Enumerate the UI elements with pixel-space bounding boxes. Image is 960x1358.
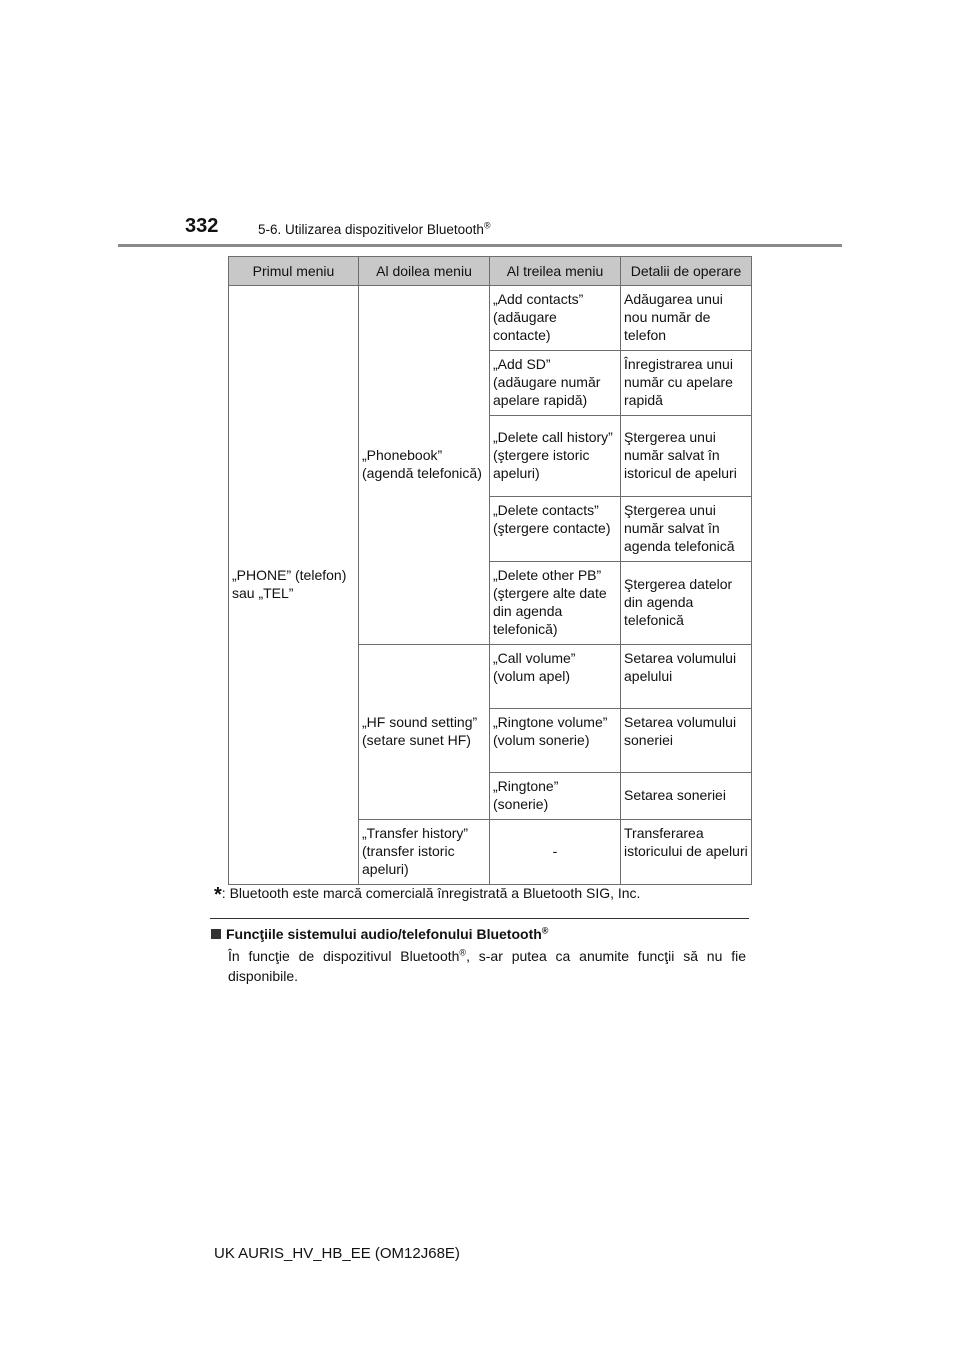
detail-cell: Înregistrarea unui număr cu apelare rapidă <box>621 351 752 416</box>
footer-code: UK AURIS_HV_HB_EE (OM12J68E) <box>214 1245 460 1262</box>
third-menu-cell: „Delete contacts” (ştergere contacte) <box>490 497 621 562</box>
column-header: Detalii de operare <box>621 257 752 286</box>
detail-cell: Ştergerea unui număr salvat în istoricul de apeluri <box>621 416 752 497</box>
subsection-title: Funcţiile sistemului audio/telefonului Bluetooth <box>226 926 542 942</box>
first-menu-cell: „PHONE” (telefon) sau „TEL” <box>229 286 359 885</box>
detail-cell: Adăugarea unui nou număr de telefon <box>621 286 752 351</box>
subsection-heading <box>211 926 548 942</box>
second-menu-cell: „Phonebook” (agendă telefonică) <box>359 286 490 645</box>
body-text-part2: , s-ar putea ca anumite funcţii să nu fie disponibile. <box>228 948 746 984</box>
body-text-part1: În funcţie de dispozitivul Bluetooth <box>228 948 460 964</box>
footnote-marker: * <box>214 884 222 906</box>
menu-table <box>228 256 752 885</box>
footnote <box>214 884 640 907</box>
third-menu-cell: „Add contacts” (adăugare contacte) <box>490 286 621 351</box>
column-header: Primul meniu <box>229 257 359 286</box>
header-rule <box>118 244 842 247</box>
third-menu-cell: „Add SD” (adăugare număr apelare rapidă) <box>490 351 621 416</box>
third-menu-cell: „Call volume” (volum apel) <box>490 645 621 709</box>
third-menu-cell: „Ringtone volume” (volum sonerie) <box>490 709 621 773</box>
second-menu-cell: „Transfer history” (transfer istoric apeluri) <box>359 820 490 885</box>
third-menu-cell: „Delete call history” (ştergere istoric apeluri) <box>490 416 621 497</box>
detail-cell: Ştergerea unui număr salvat în agenda telefonică <box>621 497 752 562</box>
footnote-text: : Bluetooth este marcă comercială înregistrată a Bluetooth SIG, Inc. <box>221 885 641 901</box>
detail-cell: Setarea volumului soneriei <box>621 709 752 773</box>
third-menu-cell: „Ringtone” (sonerie) <box>490 773 621 820</box>
table-header-row <box>229 257 752 286</box>
table-row <box>229 286 752 351</box>
subsection-body <box>228 946 746 986</box>
third-menu-cell: „Delete other PB” (ştergere alte date din agenda telefonică) <box>490 562 621 645</box>
detail-cell: Setarea volumului apelului <box>621 645 752 709</box>
registered-mark: ® <box>541 925 549 936</box>
section-divider <box>210 918 749 919</box>
square-bullet-icon <box>211 929 221 939</box>
detail-cell: Transferarea istoricului de apeluri <box>621 820 752 885</box>
detail-cell: Setarea soneriei <box>621 773 752 820</box>
page-number: 332 <box>185 215 219 237</box>
detail-cell: Ştergerea datelor din agenda telefonică <box>621 562 752 645</box>
section-title <box>258 222 491 237</box>
column-header: Al doilea meniu <box>359 257 490 286</box>
registered-mark: ® <box>483 220 491 231</box>
section-title-text: 5-6. Utilizarea dispozitivelor Bluetooth <box>258 222 484 237</box>
second-menu-cell: „HF sound setting” (setare sunet HF) <box>359 645 490 820</box>
third-menu-cell: - <box>490 820 621 885</box>
registered-mark: ® <box>459 947 467 958</box>
column-header: Al treilea meniu <box>490 257 621 286</box>
